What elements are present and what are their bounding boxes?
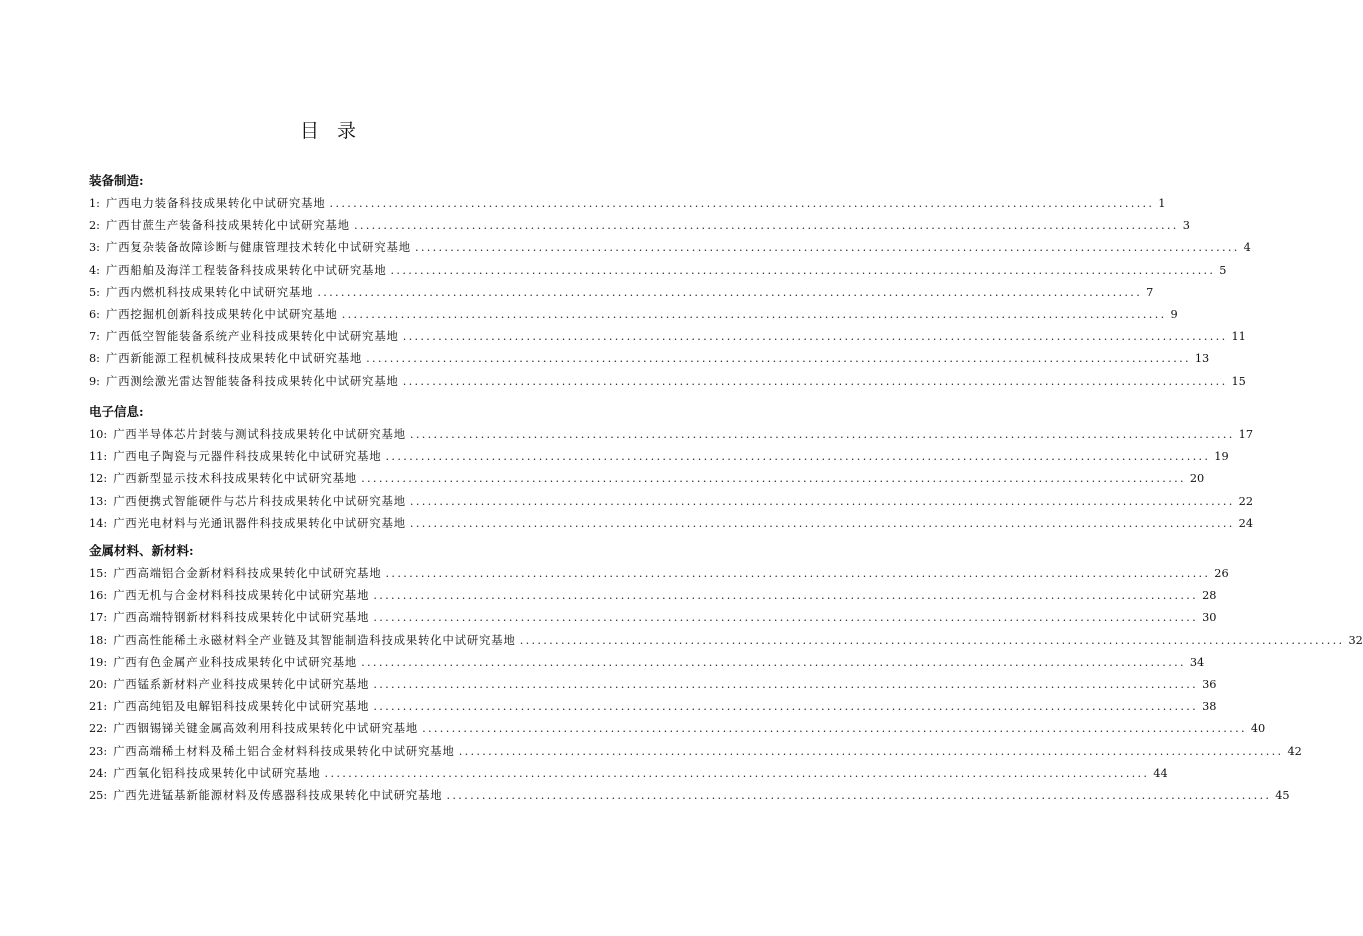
toc-entry[interactable] (89, 424, 1254, 446)
section-heading: 装备制造: (89, 173, 144, 188)
entry-page-number: 40 (1250, 722, 1266, 736)
toc-entry[interactable] (89, 193, 1166, 215)
toc-entry[interactable] (89, 674, 1217, 696)
entry-title: 广西高性能稀土永磁材料全产业链及其智能制造科技成果转化中试研究基地 (113, 633, 516, 647)
entry-number: 25: (89, 788, 108, 802)
dot-leader: ............................................................................................................................................ (329, 197, 1155, 210)
entry-number: 3: (89, 241, 100, 255)
entry-page-number: 9 (1170, 307, 1178, 321)
entry-title: 广西高端铝合金新材料科技成果转化中试研究基地 (113, 567, 382, 580)
dot-leader: ............................................................................................................................................ (366, 352, 1191, 366)
toc-entry[interactable] (89, 696, 1217, 718)
dot-leader: ............................................................................................................................................ (422, 722, 1247, 736)
dot-leader: ............................................................................................................................................ (373, 700, 1199, 714)
section-heading: 金属材料、新材料: (89, 543, 194, 558)
entry-title: 广西铟锡锑关键金属高效利用科技成果转化中试研究基地 (113, 722, 419, 736)
entry-page-number: 44 (1153, 766, 1168, 780)
dot-leader: ............................................................................................................................................ (409, 494, 1235, 508)
entry-number: 7: (89, 330, 100, 344)
entry-number: 20: (89, 677, 108, 691)
entry-page-number: 38 (1202, 700, 1217, 714)
entry-page-number: 1 (1158, 197, 1166, 210)
entry-page-number: 4 (1243, 241, 1251, 255)
dot-leader: ............................................................................................................................................ (373, 677, 1199, 691)
toc-section (89, 172, 1251, 393)
entry-title: 广西锰系新材料产业科技成果转化中试研究基地 (113, 677, 370, 691)
toc-section (89, 542, 1363, 807)
entry-page-number: 7 (1146, 285, 1154, 299)
dot-leader: ............................................................................................................................................ (414, 241, 1240, 255)
entry-number: 23: (89, 744, 108, 758)
entry-title: 广西甘蔗生产装备科技成果转化中试研究基地 (106, 219, 350, 233)
entry-page-number: 15 (1231, 374, 1246, 388)
toc-entry[interactable] (89, 718, 1266, 740)
entry-page-number: 22 (1238, 494, 1254, 508)
entry-page-number: 5 (1219, 263, 1227, 277)
dot-leader: ............................................................................................................................................ (324, 766, 1150, 780)
dot-leader: ............................................................................................................................................ (409, 428, 1235, 441)
entry-number: 14: (89, 516, 108, 530)
entry-title: 广西高端特钢新材料科技成果转化中试研究基地 (113, 611, 370, 625)
dot-leader: ............................................................................................................................................ (458, 744, 1284, 758)
entry-number: 8: (89, 352, 100, 366)
toc-entry[interactable] (89, 446, 1229, 468)
toc-entry[interactable] (89, 513, 1254, 535)
entry-page-number: 32 (1348, 633, 1363, 647)
entry-number: 12: (89, 472, 108, 486)
dot-leader: ............................................................................................................................................ (373, 589, 1199, 603)
dot-leader: ............................................................................................................................................ (353, 219, 1179, 233)
dot-leader: ............................................................................................................................................ (341, 307, 1167, 321)
toc-entry[interactable] (89, 785, 1290, 807)
entry-title: 广西内燃机科技成果转化中试研究基地 (106, 285, 314, 299)
toc-entry[interactable] (89, 304, 1178, 326)
dot-leader: ............................................................................................................................................ (361, 655, 1186, 669)
entry-number: 21: (89, 700, 108, 714)
entry-title: 广西测绘激光雷达智能装备科技成果转化中试研究基地 (106, 374, 399, 388)
entry-page-number: 42 (1287, 744, 1302, 758)
entry-title: 广西船舶及海洋工程装备科技成果转化中试研究基地 (106, 263, 387, 277)
toc-entry[interactable] (89, 585, 1217, 607)
entry-title: 广西光电材料与光通讯器件科技成果转化中试研究基地 (113, 516, 406, 530)
entry-page-number: 36 (1202, 677, 1217, 691)
dot-leader: ............................................................................................................................................ (446, 788, 1272, 802)
dot-leader: ............................................................................................................................................ (390, 263, 1216, 277)
entry-title: 广西挖掘机创新科技成果转化中试研究基地 (106, 307, 338, 321)
entry-number: 6: (89, 307, 100, 321)
entry-number: 16: (89, 589, 108, 603)
toc-entry[interactable] (89, 326, 1246, 348)
dot-leader: ............................................................................................................................................ (317, 285, 1143, 299)
entry-number: 9: (89, 374, 100, 388)
entry-number: 10: (89, 428, 108, 441)
entry-title: 广西复杂装备故障诊断与健康管理技术转化中试研究基地 (106, 241, 411, 255)
page-title: 目 录 (299, 120, 363, 142)
entry-page-number: 45 (1275, 788, 1290, 802)
dot-leader: ............................................................................................................................................ (385, 567, 1211, 580)
toc-section (89, 403, 1254, 535)
entry-title: 广西先进锰基新能源材料及传感器科技成果转化中试研究基地 (113, 788, 443, 802)
entry-number: 13: (89, 494, 108, 508)
entry-page-number: 28 (1202, 589, 1217, 603)
toc-entry[interactable] (89, 630, 1363, 652)
toc-entry[interactable] (89, 468, 1205, 490)
dot-leader: ............................................................................................................................................ (361, 472, 1186, 486)
entry-title: 广西电子陶瓷与元器件科技成果转化中试研究基地 (113, 450, 382, 464)
entry-number: 2: (89, 219, 100, 233)
toc-entry[interactable] (89, 607, 1217, 629)
entry-number: 18: (89, 633, 108, 647)
toc-entry[interactable] (89, 741, 1302, 763)
entry-title: 广西高纯铝及电解铝科技成果转化中试研究基地 (113, 700, 370, 714)
entry-page-number: 30 (1202, 611, 1217, 625)
entry-number: 22: (89, 722, 108, 736)
toc-entry[interactable] (89, 260, 1227, 282)
dot-leader: ............................................................................................................................................ (385, 450, 1211, 464)
entry-number: 1: (89, 197, 100, 210)
entry-title: 广西新型显示技术科技成果转化中试研究基地 (113, 472, 358, 486)
dot-leader: ............................................................................................................................................ (409, 516, 1235, 530)
entry-page-number: 26 (1214, 567, 1229, 580)
entry-page-number: 24 (1238, 516, 1254, 530)
entry-title: 广西新能源工程机械科技成果转化中试研究基地 (106, 352, 363, 366)
toc-entry[interactable] (89, 237, 1251, 259)
entry-page-number: 20 (1189, 472, 1205, 486)
toc-entry[interactable] (89, 215, 1190, 237)
entry-number: 15: (89, 567, 108, 580)
toc-entry[interactable] (89, 491, 1254, 513)
entry-number: 5: (89, 285, 100, 299)
entry-page-number: 11 (1231, 330, 1246, 344)
entry-title: 广西有色金属产业科技成果转化中试研究基地 (113, 655, 358, 669)
toc-entry[interactable] (89, 763, 1168, 785)
dot-leader: ............................................................................................................................................ (373, 611, 1199, 625)
entry-page-number: 3 (1182, 219, 1190, 233)
entry-number: 19: (89, 655, 108, 669)
dot-leader: ............................................................................................................................................ (402, 330, 1228, 344)
entry-page-number: 17 (1238, 428, 1254, 441)
section-heading: 电子信息: (89, 404, 144, 419)
toc-entry[interactable] (89, 348, 1210, 370)
entry-title: 广西氧化铝科技成果转化中试研究基地 (113, 766, 321, 780)
toc-entry[interactable] (89, 371, 1246, 393)
toc-entry[interactable] (89, 652, 1205, 674)
entry-page-number: 19 (1214, 450, 1229, 464)
entry-number: 24: (89, 766, 108, 780)
entry-number: 11: (89, 450, 108, 464)
entry-page-number: 34 (1189, 655, 1205, 669)
dot-leader: ............................................................................................................................................ (402, 374, 1228, 388)
toc-entry[interactable] (89, 282, 1154, 304)
entry-title: 广西低空智能装备系统产业科技成果转化中试研究基地 (106, 330, 399, 344)
entry-title: 广西高端稀土材料及稀土铝合金材料科技成果转化中试研究基地 (113, 744, 455, 758)
entry-title: 广西电力装备科技成果转化中试研究基地 (106, 197, 326, 210)
entry-title: 广西便携式智能硬件与芯片科技成果转化中试研究基地 (113, 494, 406, 508)
entry-title: 广西无机与合金材料科技成果转化中试研究基地 (113, 589, 370, 603)
dot-leader: ............................................................................................................................................ (519, 633, 1345, 647)
toc-entry[interactable] (89, 563, 1229, 585)
entry-number: 17: (89, 611, 108, 625)
entry-title: 广西半导体芯片封装与测试科技成果转化中试研究基地 (113, 428, 406, 441)
entry-page-number: 13 (1194, 352, 1210, 366)
entry-number: 4: (89, 263, 100, 277)
